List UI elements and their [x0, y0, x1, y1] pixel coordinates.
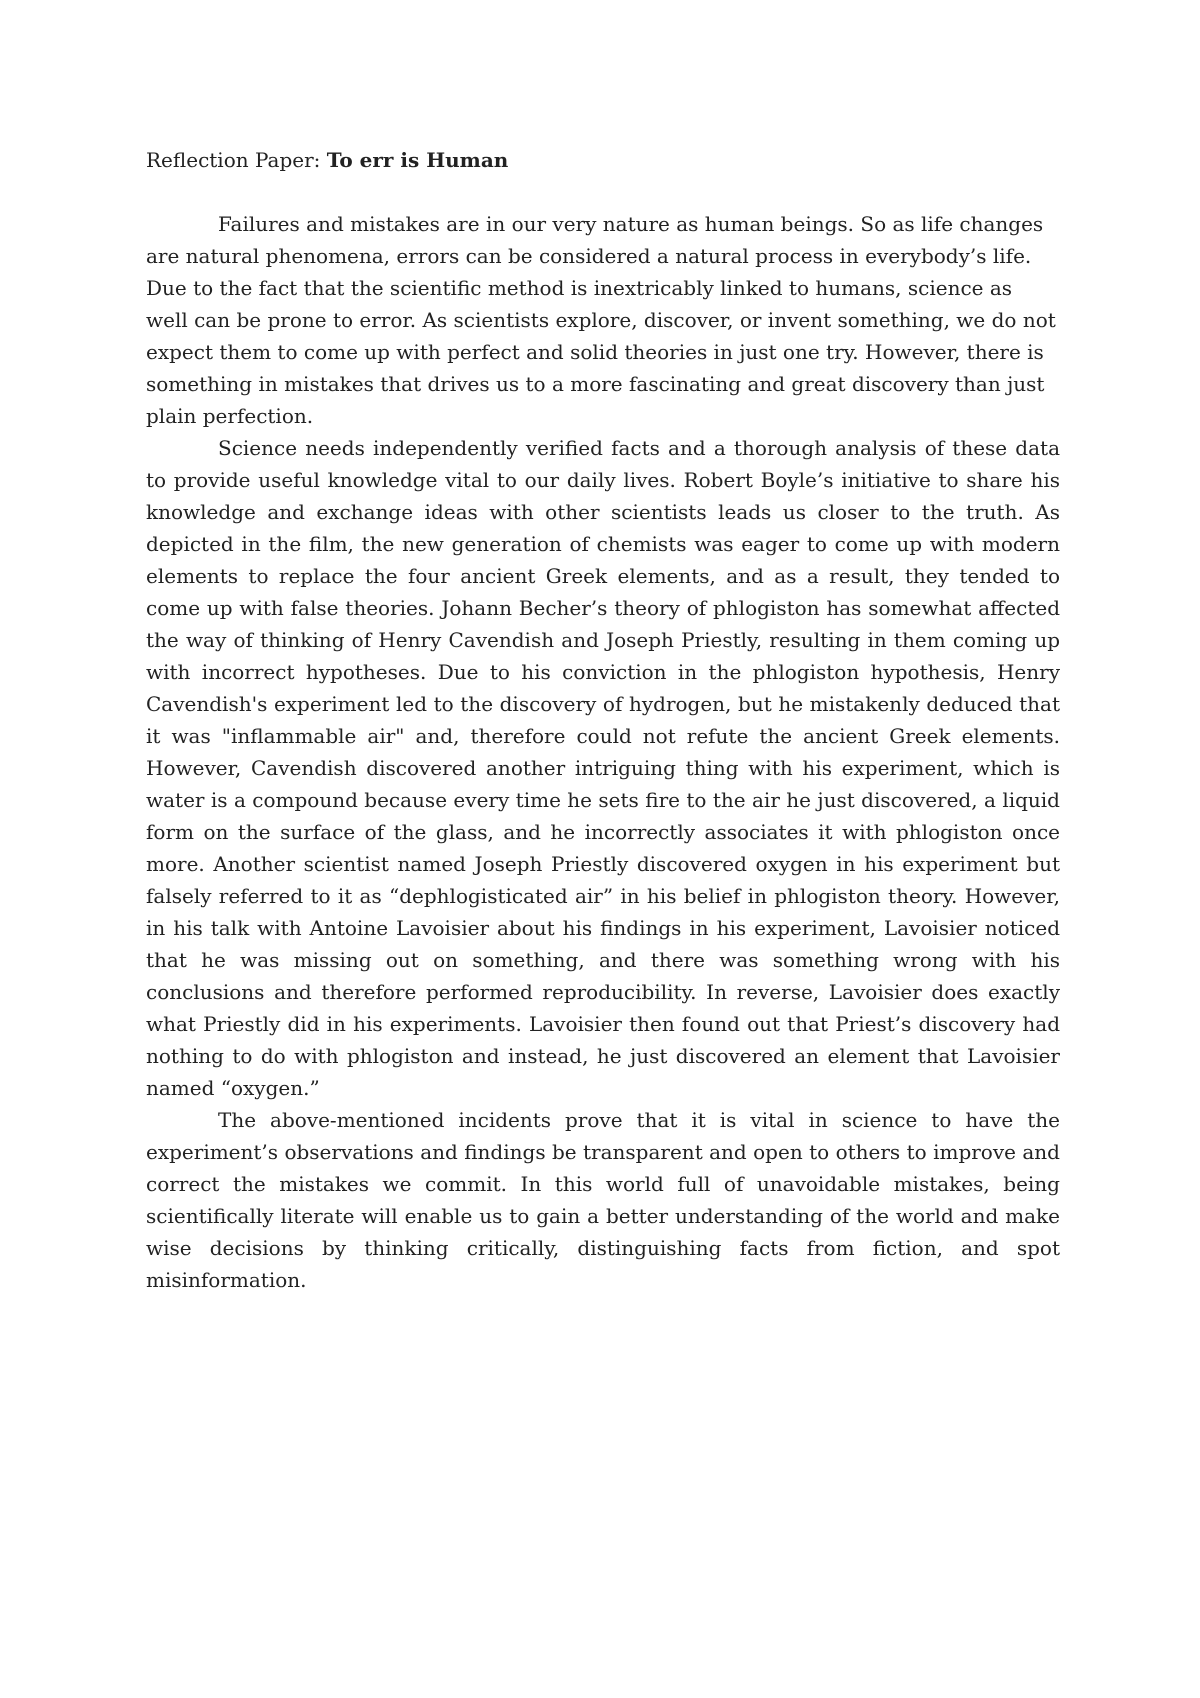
title-main: To err is Human	[326, 148, 509, 172]
title-prefix: Reflection Paper:	[146, 148, 327, 172]
document-body	[146, 144, 1060, 1296]
paragraph-3: The above-mentioned incidents prove that it is vital in science to have the experiment’s observations and findings be transparent and open to others to improve and correct the mistakes we commit. In this world full of unavoidable mistakes, being scientifically literate will enable us to gain a better understanding of the world and make wise decisions by thinking critically, distinguishing facts from fiction, and spot misinformation.	[146, 1108, 1060, 1292]
document-title	[146, 144, 1060, 176]
paragraph-1: Failures and mistakes are in our very nature as human beings. So as life changes are natural phenomena, errors can be considered a natural process in everybody’s life. Due to the fact that the scientific method is inextricably linked to humans, science as well can be prone to error. As scientists explore, discover, or invent something, we do not expect them to come up with perfect and solid theories in just one try. However, there is something in mistakes that drives us to a more fascinating and great discovery than just plain perfection.	[146, 212, 1056, 428]
paragraph-2: Science needs independently verified facts and a thorough analysis of these data to provide useful knowledge vital to our daily lives. Robert Boyle’s initiative to share his knowledge and exchange ideas with other scientists leads us closer to the truth. As depicted in the film, the new generation of chemists was eager to come up with modern elements to replace the four ancient Greek elements, and as a result, they tended to come up with false theories. Johann Becher’s theory of phlogiston has somewhat affected the way of thinking of Henry Cavendish and Joseph Priestly, resulting in them coming up with incorrect hypotheses. Due to his conviction in the phlogiston hypothesis, Henry Cavendish's experiment led to the discovery of hydrogen, but he mistakenly deduced that it was "inflammable air" and, therefore could not refute the ancient Greek elements. However, Cavendish discovered another intriguing thing with his experiment, which is water is a compound because every time he sets fire to the air he just discovered, a liquid form on the surface of the glass, and he incorrectly associates it with phlogiston once more. Another scientist named Joseph Priestly discovered oxygen in his experiment but falsely referred to it as “dephlogisticated air” in his belief in phlogiston theory. However, in his talk with Antoine Lavoisier about his findings in his experiment, Lavoisier noticed that he was missing out on something, and there was something wrong with his conclusions and therefore performed reproducibility. In reverse, Lavoisier does exactly what Priestly did in his experiments. Lavoisier then found out that Priest’s discovery had nothing to do with phlogiston and instead, he just discovered an element that Lavoisier named “oxygen.”	[146, 436, 1060, 1100]
